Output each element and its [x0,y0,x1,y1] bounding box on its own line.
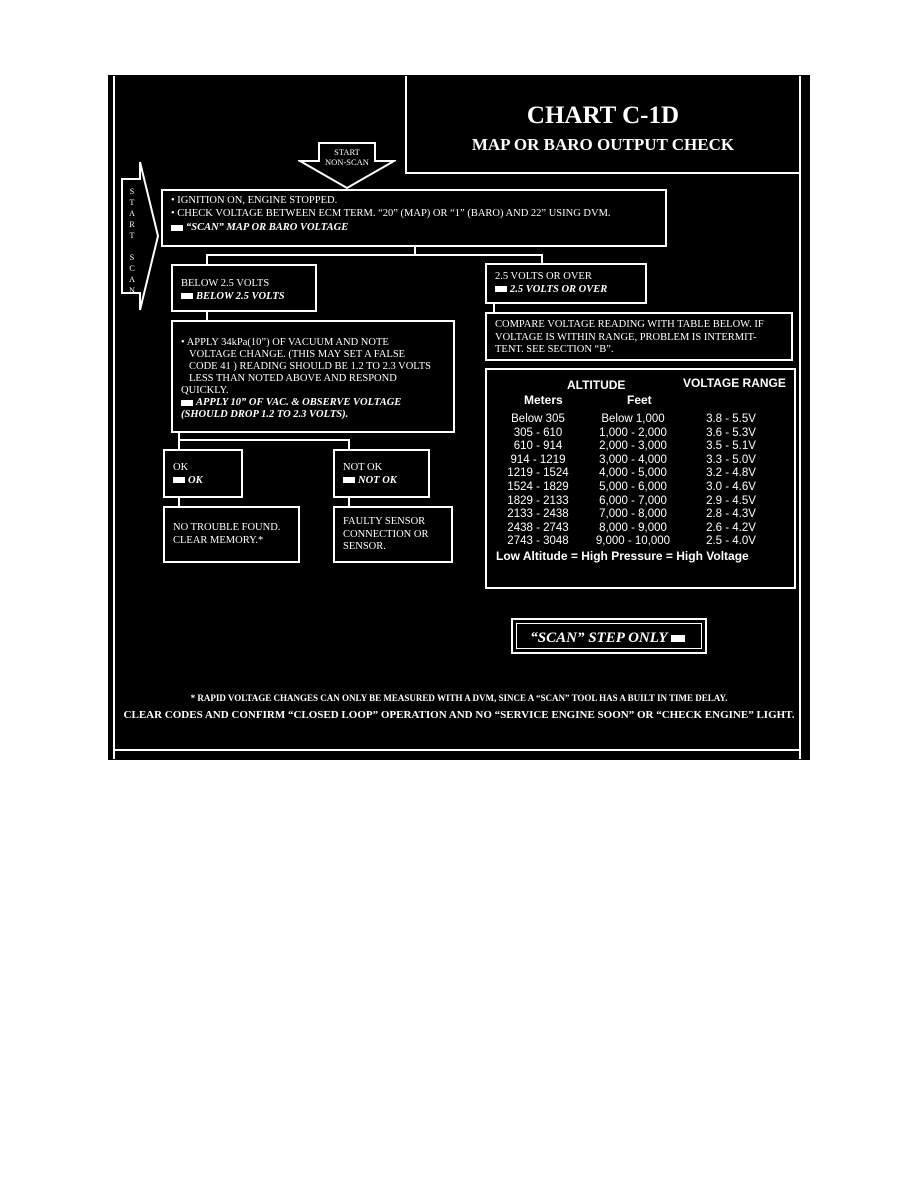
start-scan-letter: T [129,231,135,240]
table-cell-meters: 2133 - 2438 [507,508,569,521]
table-cell-meters: 1829 - 2133 [507,494,569,507]
ok-text: OK [173,462,189,473]
vacuum-line4: LESS THAN NOTED ABOVE AND RESPOND [189,373,397,384]
start-scan-letter: S [129,253,135,262]
table-cell-volts: 2.6 - 4.2V [706,521,756,534]
not-ok-text: NOT OK [343,462,383,473]
vacuum-box [171,320,455,433]
below-2-5-box [171,264,317,312]
compare-line3: TENT. SEE SECTION “B”. [495,344,614,355]
start-non-scan-line2: NON-SCAN [325,157,369,167]
start-scan-letter: S [129,187,135,196]
table-cell-feet: 7,000 - 8,000 [599,508,667,521]
chart-panel [108,75,810,760]
connector [178,498,180,506]
table-cell-feet: 6,000 - 7,000 [599,494,667,507]
connector [178,439,180,449]
chart-title: CHART C-1D [526,102,680,129]
compare-line2: VOLTAGE IS WITHIN RANGE, PROBLEM IS INTERMIT- [495,331,757,343]
scan-step-only-legend [511,618,707,654]
scan-step-icon [173,477,185,483]
vacuum-scan-text1: APPLY 10” OF VAC. & OBSERVE VOLTAGE [196,397,402,408]
connector [206,254,208,264]
table-cell-volts: 3.3 - 5.0V [706,453,756,466]
meters-header: Meters [524,393,563,407]
step1-scan-line [171,222,657,235]
table-cell-feet: 5,000 - 6,000 [599,481,667,493]
table-cell-meters: 2438 - 2743 [507,521,569,534]
scan-step-only-text: “SCAN” STEP ONLY [530,630,667,646]
table-cell-volts: 3.6 - 5.3V [706,426,756,439]
altitude-header: ALTITUDE [567,378,626,392]
table-cell-feet: 2,000 - 3,000 [599,440,667,453]
start-scan-letter: R [129,220,135,229]
over-2-5-box [485,263,647,304]
table-cell-feet: 3,000 - 4,000 [599,453,667,466]
step1-scan-text: “SCAN” MAP OR BARO VOLTAGE [186,222,349,233]
table-cell-volts: 2.8 - 4.3V [706,508,756,521]
table-cell-volts: 3.8 - 5.5V [706,413,756,425]
ok-scan-text: OK [188,474,203,486]
faulty-sensor-box [333,506,453,563]
scan-step-icon [495,286,507,292]
below-scan-text: BELOW 2.5 VOLTS [196,290,285,302]
start-non-scan-arrow [298,142,396,190]
voltage-range-header: VOLTAGE RANGE [683,376,786,390]
table-cell-feet: Below 1,000 [601,413,665,425]
altitude-voltage-table [485,368,796,589]
below-text: BELOW 2.5 VOLTS [181,278,270,289]
start-scan-letter: N [129,286,135,295]
table-cell-volts: 3.2 - 4.8V [706,467,756,480]
table-cell-feet: 1,000 - 2,000 [599,426,667,439]
connector [493,304,495,312]
title-box [405,76,799,174]
scan-step-icon [671,635,685,642]
table-cell-feet: 9,000 - 10,000 [595,535,671,548]
table-cell-meters: 610 - 914 [513,440,563,453]
faulty-line3: SENSOR. [343,541,386,552]
table-footer: Low Altitude = High Pressure = High Voltage [496,549,749,563]
no-trouble-line1: NO TROUBLE FOUND. [173,522,281,533]
vacuum-line2: VOLTAGE CHANGE. (THIS MAY SET A FALSE [189,349,406,360]
start-non-scan-line1: START [334,147,360,157]
step1-box [161,189,667,247]
connector [348,498,350,506]
step1-bullet2: • CHECK VOLTAGE BETWEEN ECM TERM. “20” (MAP) OR “1” (BARO) AND 22” USING DVM. [171,207,611,219]
scan-step-icon [181,293,193,299]
faulty-line1: FAULTY SENSOR [343,516,426,527]
connector [206,254,543,256]
table-cell-meters: 2743 - 3048 [507,535,569,548]
scan-step-only-inner [516,623,702,649]
vacuum-scan-line2: (SHOULD DROP 1.2 TO 2.3 VOLTS). [181,409,349,420]
footer-note: * RAPID VOLTAGE CHANGES CAN ONLY BE MEASURED WITH A DVM, SINCE A “SCAN” TOOL HAS A BUILT IN TIME DELAY. [190,693,728,703]
vacuum-line3: CODE 41 ) READING SHOULD BE 1.2 TO 2.3 VOLTS [189,361,431,372]
start-scan-letter: A [129,209,135,218]
no-trouble-line2: CLEAR MEMORY.* [173,534,264,546]
feet-header: Feet [627,393,652,407]
start-scan-letter: C [129,264,135,273]
table-cell-meters: Below 305 [511,413,565,425]
faulty-line2: CONNECTION OR [343,528,429,540]
vacuum-scan-line1 [181,397,445,409]
footer-instruction: CLEAR CODES AND CONFIRM “CLOSED LOOP” OPERATION AND NO “SERVICE ENGINE SOON” OR “CHECK ENGINE” LIGHT. [123,709,795,721]
scan-step-icon [181,400,193,406]
table-cell-feet: 8,000 - 9,000 [599,521,667,534]
not-ok-scan-text: NOT OK [358,474,397,486]
right-rule [799,76,801,759]
table-cell-meters: 305 - 610 [513,426,563,439]
table-cell-meters: 1219 - 1524 [507,467,569,480]
start-scan-letter: A [129,275,135,284]
table-cell-volts: 2.5 - 4.0V [706,535,756,548]
not-ok-box [333,449,430,498]
not-ok-scan-line [343,475,420,488]
chart-subtitle: MAP OR BARO OUTPUT CHECK [471,135,735,154]
vacuum-line5: QUICKLY. [181,385,229,396]
table-cell-meters: 1524 - 1829 [507,481,569,493]
vacuum-line1: • APPLY 34kPa(10”) OF VACUUM AND NOTE [181,337,389,348]
table-cell-volts: 3.5 - 5.1V [706,440,756,453]
connector [178,439,350,441]
connector [206,312,208,320]
ok-scan-line [173,475,233,488]
compare-box [485,312,793,361]
scan-step-icon [171,225,183,231]
bottom-rule [113,749,801,751]
over-scan-text: 2.5 VOLTS OR OVER [510,283,608,295]
table-cell-meters: 914 - 1219 [510,453,566,466]
table-cell-volts: 3.0 - 4.6V [706,481,756,493]
no-trouble-box [163,506,300,563]
over-text: 2.5 VOLTS OR OVER [495,271,592,282]
connector [348,439,350,449]
scan-step-icon [343,477,355,483]
table-cell-volts: 2.9 - 4.5V [706,494,756,507]
over-scan-line [495,284,637,297]
below-scan-line [181,291,307,304]
table-cell-feet: 4,000 - 5,000 [599,467,667,480]
start-scan-letter: T [129,198,135,207]
ok-box [163,449,243,498]
compare-line1: COMPARE VOLTAGE READING WITH TABLE BELOW. IF [495,319,764,330]
left-rule [113,76,115,759]
start-scan-arrow [120,161,160,311]
step1-bullet1: • IGNITION ON, ENGINE STOPPED. [171,195,338,206]
